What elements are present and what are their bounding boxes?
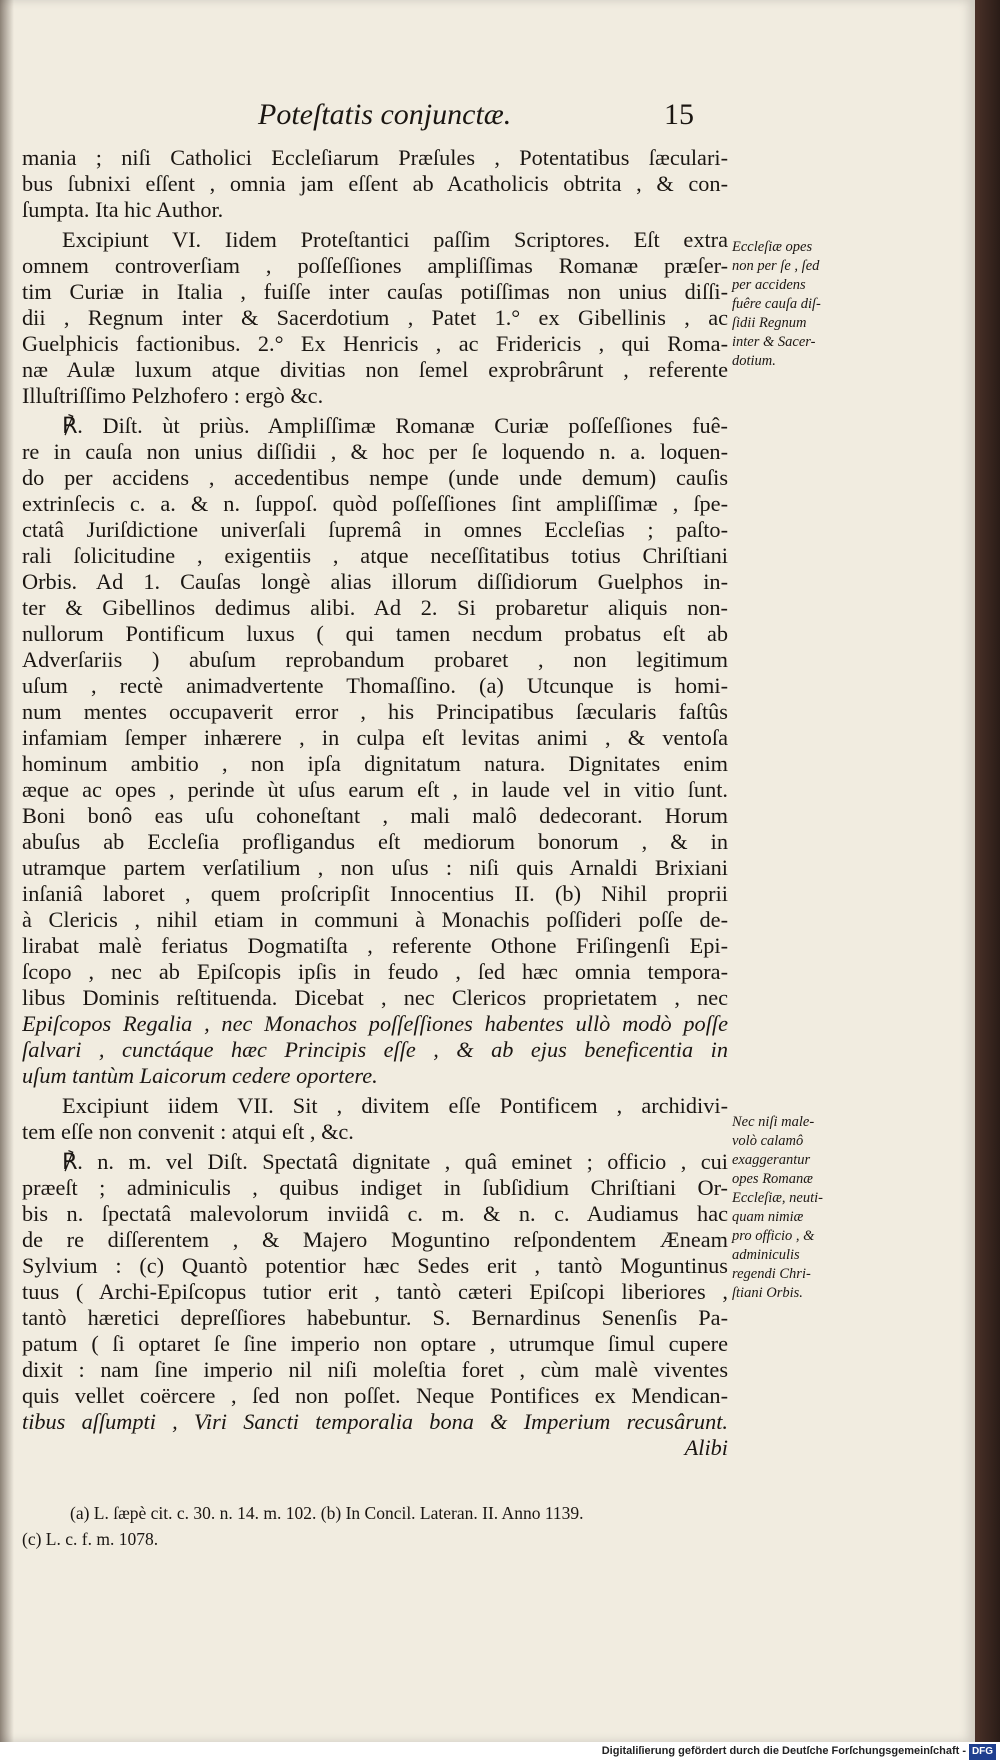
text-line: tibus aſſumpti , Viri Sancti temporalia bona & Imperium recusârunt. (22, 1409, 728, 1434)
text-line: quis vellet coërcere , ſed non poſſet. Neque Pontifices ex Mendican- (22, 1383, 728, 1408)
text-line: mania ; niſi Catholici Eccleſiarum Præſules , Potentatibus ſæculari- (22, 145, 728, 170)
text-line: Excipiunt VI. Iidem Proteſtantici paſſim Scriptores. Eſt extra (62, 227, 728, 252)
text-line: Excipiunt iidem VII. Sit , divitem eſſe Pontificem , archidivi- (62, 1093, 728, 1118)
text-line: bis n. ſpectatâ malevolorum inviidâ c. m. & n. c. Audiamus hac (22, 1201, 728, 1226)
text-line: tuus ( Archi-Epiſcopus tutior erit , tantò cæteri Epiſcopi liberiores , (22, 1279, 728, 1304)
margin-note-line: Eccleſiæ, neuti- (732, 1190, 823, 1206)
margin-note-line: exaggerantur (732, 1152, 811, 1168)
margin-note-line: dotium. (732, 353, 776, 369)
text-line: ℟. Diſt. ùt priùs. Ampliſſimæ Romanæ Curiæ poſſeſſiones fuê- (62, 413, 728, 438)
text-line: rali ſolicitudine , exigentiis , atque neceſſitatibus totius Chriſtiani (22, 543, 728, 568)
text-line: æque ac opes , perinde ùt uſus earum eſt , in laude vel in vitio ſunt. (22, 777, 728, 802)
margin-note-line: volò calamô (732, 1133, 804, 1149)
text-line: inſaniâ laboret , quem proſcripſit Innocentius II. (b) Nihil proprii (22, 881, 728, 906)
text-line: re in cauſa non unius diſſidii , & hoc per ſe loquendo n. a. loquen- (22, 439, 728, 464)
text-line: ℟. n. m. vel Diſt. Spectatâ dignitate , quâ eminet ; officio , cui (62, 1149, 728, 1174)
text-line: num mentes occupaverit error , his Principatibus ſæcularis faſtûs (22, 699, 728, 724)
margin-note-2 (732, 1113, 850, 1303)
text-line: extrinſecis c. a. & n. ſuppoſ. quòd poſſeſſiones ſint ampliſſimæ , ſpe- (22, 491, 728, 516)
text-line: ſalvari , cunctáque hæc Principis eſſe , & ab ejus beneficentia in (22, 1037, 728, 1062)
text-line: abuſus ab Eccleſia profligandus eſt mediorum bonorum , & in (22, 829, 728, 854)
text-line: do per accidens , accedentibus nempe (unde unde demum) cauſis (22, 465, 728, 490)
text-line: uſum tantùm Laicorum cedere oportere. (22, 1063, 378, 1088)
text-line: Orbis. Ad 1. Cauſas longè alias illorum diſſidiorum Guelphos in- (22, 569, 728, 594)
text-line: bus ſubnixi eſſent , omnia jam eſſent ab Acatholicis obtrita , & con- (22, 171, 728, 196)
margin-note-line: adminiculis (732, 1247, 800, 1263)
margin-note-line: regendi Chri- (732, 1266, 811, 1282)
text-line: ſumpta. Ita hic Author. (22, 197, 224, 222)
text-line: Guelphicis factionibus. 2.° Ex Henricis , ac Fridericis , qui Roma- (22, 331, 728, 356)
margin-note-line: ſtiani Orbis. (732, 1285, 803, 1301)
text-line: tantò hæretici depreſſiores habebuntur. S. Bernardinus Senenſis Pa- (22, 1305, 728, 1330)
text-line: Illuſtriſſimo Pelzhofero : ergò &c. (22, 383, 324, 408)
main-text (22, 145, 728, 1461)
text-line: libus Dominis reſtituenda. Dicebat , nec Clericos proprietatem , nec (22, 985, 728, 1010)
text-line: tem eſſe non convenit : atqui eſt , &c. (22, 1119, 354, 1144)
text-line: Adverſariis ) abuſum reprobandum probaret , non legitimum (22, 647, 728, 672)
margin-note-line: inter & Sacer- (732, 334, 816, 350)
margin-note-line: quam nimiæ (732, 1209, 804, 1225)
dfg-logo: DFG (969, 1744, 996, 1760)
page-number: 15 (664, 98, 694, 131)
footnotes (22, 1500, 742, 1552)
footer-credit: Digitaliſierung gefördert durch die Deutſche Forſchungsgemeinſchaft - (601, 1745, 966, 1757)
margin-note-line: opes Romanæ (732, 1171, 813, 1187)
text-line: nullorum Pontificum luxus ( qui tamen necdum probatus eſt ab (22, 621, 728, 646)
text-line: præeſt ; adminiculis , quibus indiget in ſubſidium Chriſtiani Or- (22, 1175, 728, 1200)
text-line: patum ( ſi optaret ſe ſine imperio non optare , utrumque ſimul cupere (22, 1331, 728, 1356)
text-line: Boni bonô eas uſu cohoneſtant , mali malô dedecorant. Horum (22, 803, 728, 828)
margin-note-line: Eccleſiæ opes (732, 239, 813, 255)
digitization-footer (0, 1742, 1000, 1763)
text-line: à Clericis , nihil etiam in communi à Monachis poſſideri poſſe de- (22, 907, 728, 932)
page-header (0, 98, 975, 142)
text-line: Epiſcopos Regalia , nec Monachos poſſeſſiones habentes ullò modò poſſe (22, 1011, 728, 1036)
text-line: uſum , rectè animadvertente Thomaſſino. (a) Utcunque is homi- (22, 673, 728, 698)
text-line: tim Curiæ in Italia , fuiſſe inter cauſas potiſſimas non unius diſſi- (22, 279, 728, 304)
margin-note-line: fuêre cauſa diſ- (732, 296, 821, 312)
margin-note-1 (732, 238, 850, 371)
text-line: utramque partem verſatilium , non uſus : niſi quis Arnaldi Brixiani (22, 855, 728, 880)
footnote-line: (a) L. ſæpè cit. c. 30. n. 14. m. 102. (b) In Concil. Lateran. II. Anno 1139. (70, 1503, 584, 1523)
text-line: dii , Regnum inter & Sacerdotium , Patet 1.° ex Gibellinis , ac (22, 305, 728, 330)
margin-note-line: Nec niſi male- (732, 1114, 815, 1130)
text-line: ctatâ Juriſdictione univerſali ſupremâ in omnes Eccleſias ; paſto- (22, 517, 728, 542)
text-line: dixit : nam ſine imperio nil niſi moleſtia foret , cùm malè viventes (22, 1357, 728, 1382)
text-line: ter & Gibellinos dedimus alibi. Ad 2. Si probaretur aliquis non- (22, 595, 728, 620)
book-edge (975, 0, 1000, 1742)
footnote-line: (c) L. c. f. m. 1078. (22, 1529, 159, 1549)
text-line: omnem controverſiam , poſſeſſiones ampliſſimas Romanæ præſer- (22, 253, 728, 278)
text-line: lirabat malè feriatus Dogmatiſta , referente Othone Friſingenſi Epi- (22, 933, 728, 958)
catchword: Alibi (684, 1435, 728, 1460)
text-line: ſcopo , nec ab Epiſcopis ipſis in feudo , ſed hæc omnia tempora- (22, 959, 728, 984)
margin-note-line: pro officio , & (732, 1228, 815, 1244)
text-line: Sylvium : (c) Quantò potentior hæc Sedes erit , tantò Moguntinus (22, 1253, 728, 1278)
margin-note-line: ſidii Regnum (732, 315, 807, 331)
margin-note-line: per accidens (732, 277, 806, 293)
text-line: næ Aulæ luxum atque divitias non ſemel exprobrârunt , referente (22, 357, 728, 382)
text-line: infamiam ſemper inhærere , in culpa eſt levitas animi , & ventoſa (22, 725, 728, 750)
spine-shadow (0, 0, 14, 1742)
text-line: hominum ambitio , non ipſa dignitatum natura. Dignitates enim (22, 751, 728, 776)
text-line: de re diſſerentem , & Majero Moguntino reſpondentem Æneam (22, 1227, 728, 1252)
margin-note-line: non per ſe , ſed (732, 258, 820, 274)
running-title: Poteſtatis conjunctæ. (258, 98, 512, 131)
